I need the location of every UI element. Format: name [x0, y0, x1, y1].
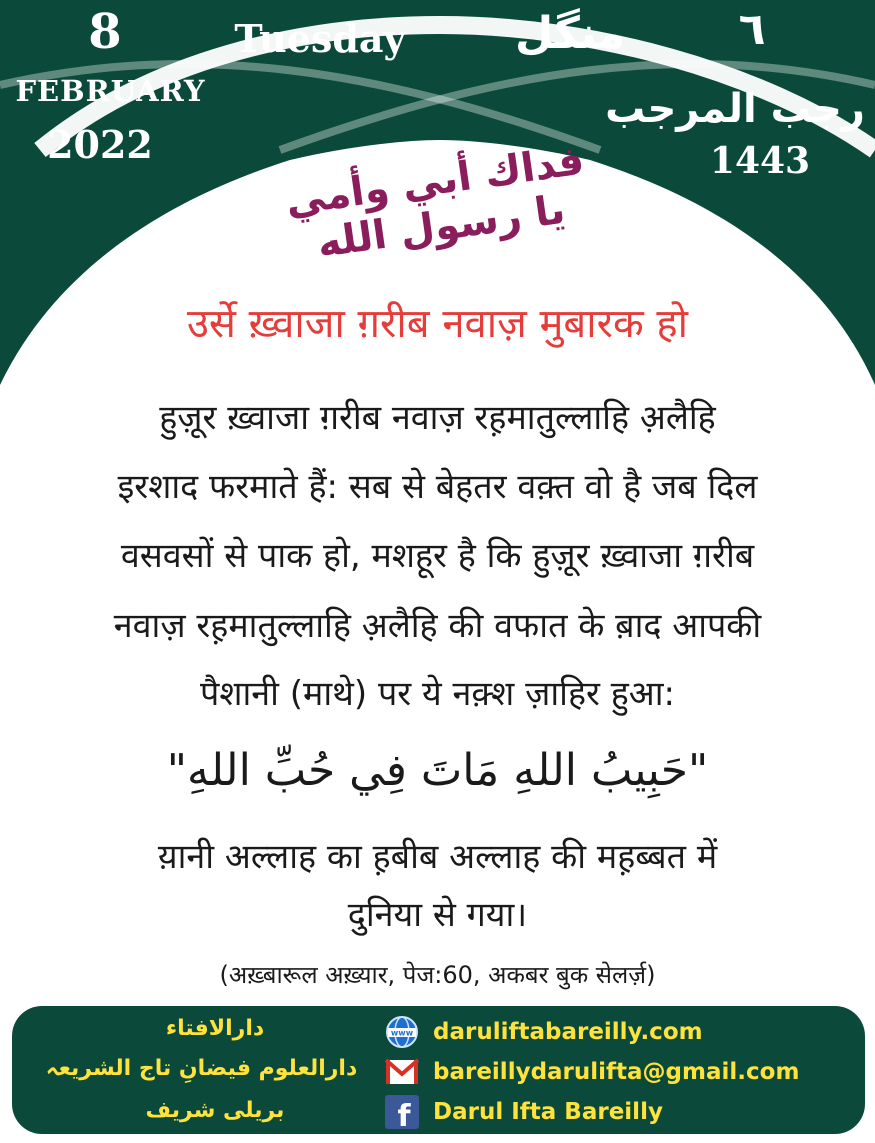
hijri-month: رجب المرجب [605, 86, 865, 132]
body-line: वसवसों से पाक हो, मशहूर है कि हुज़ूर ख़्वाजा ग़रीब [120, 536, 755, 576]
globe-www-icon [385, 1015, 419, 1049]
gregorian-day: 8 [88, 4, 122, 60]
gmail-icon [385, 1055, 419, 1089]
footer-org-line: دارالافتاء [165, 1016, 265, 1041]
facebook-icon [385, 1095, 419, 1129]
body-line: नवाज़ रह़मातुल्लाहि अ़लैहि की वफात के ब़ाद आपकी [113, 606, 762, 646]
body-line: हुज़ूर ख़्वाजा ग़रीब नवाज़ रह़मातुल्लाहि अ़लैहि [159, 398, 716, 438]
weekday-urdu: منگل [514, 8, 626, 59]
body-line: इरशाद फरमाते हैं: सब से बेहतर वक़्त वो है जब दिल [117, 467, 758, 507]
hijri-year: 1443 [709, 140, 811, 182]
hijri-day: ٦ [738, 4, 766, 55]
footer-org-line: بریلی شریف [145, 1098, 285, 1123]
footer-org-line: دارالعلوم فیضانِ تاج الشریعہ [45, 1056, 358, 1081]
translation-line: य़ानी अल्लाह का ह़बीब अल्लाह की मह़ब्बत में [157, 837, 718, 877]
translation-line: दुनिया से गया। [347, 895, 528, 935]
arabic-calligraphy: فداك أبي وأمي يا رسول الله [282, 137, 587, 267]
email-text: bareillydarulifta@gmail.com [433, 1059, 800, 1085]
email-link[interactable] [385, 1053, 799, 1091]
weekday-english: Tuesday [234, 16, 406, 61]
reference: (अख़्बारूल अख़्यार, पेज:60, अकबर बुक सेलर्ज़) [219, 961, 656, 989]
gregorian-month: FEBRUARY [15, 74, 206, 108]
svg-text:www: www [390, 1028, 414, 1038]
body-line: पैशानी (माथे) पर ये नक़्श ज़ाहिर हुआ: [200, 674, 675, 714]
facebook-text: Darul Ifta Bareilly [433, 1099, 663, 1125]
gregorian-year: 2022 [47, 122, 153, 167]
arabic-quote: "حَبِيبُ اللهِ مَاتَ فِي حُبِّ اللهِ" [166, 745, 709, 796]
website-text: daruliftabareilly.com [433, 1019, 703, 1045]
headline: उर्से ख़्वाजा ग़रीब नवाज़ मुबारक हो [186, 301, 689, 347]
website-link[interactable] [385, 1013, 703, 1051]
facebook-link[interactable] [385, 1093, 663, 1131]
svg-text:f: f [397, 1099, 411, 1129]
